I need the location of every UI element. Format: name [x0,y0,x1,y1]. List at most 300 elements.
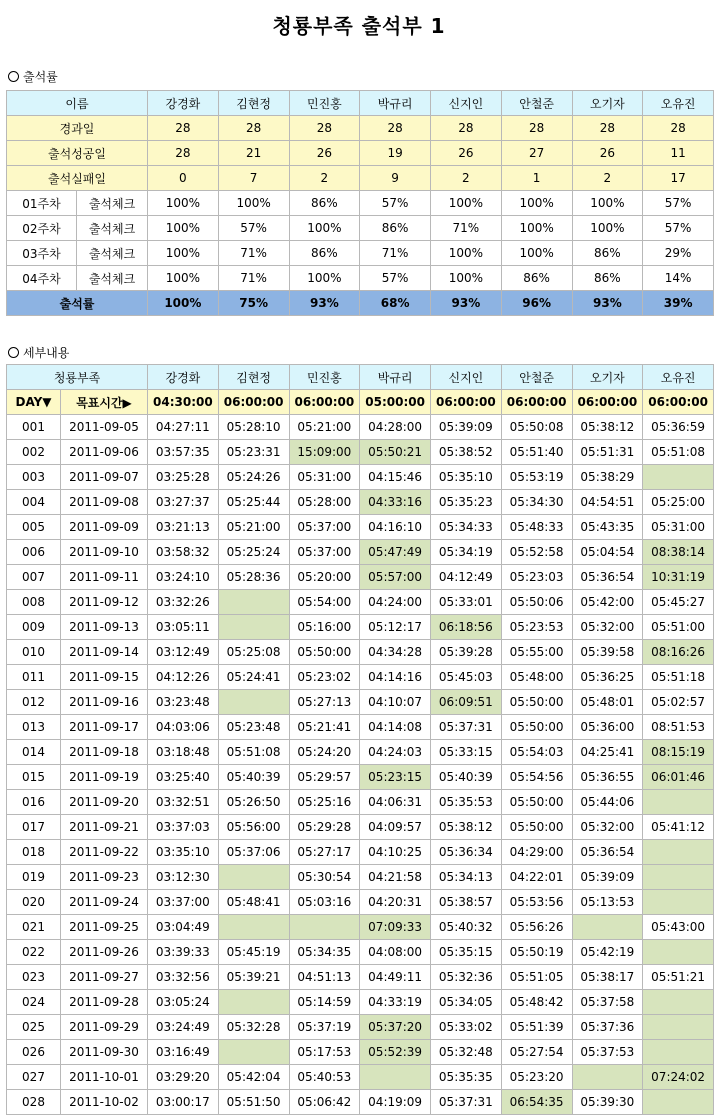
time-cell: 05:35:35 [431,1065,502,1090]
week-row [7,241,714,266]
day-number: 025 [7,1015,61,1040]
summary-label: 출석성공일 [7,141,148,166]
time-cell: 03:16:49 [148,1040,219,1065]
time-cell: 05:38:17 [572,965,643,990]
time-cell: 03:37:00 [148,890,219,915]
time-cell: 05:51:40 [501,440,572,465]
missed-time-cell: 05:52:39 [360,1040,431,1065]
attendance-heading-text: 출석률 [23,70,58,84]
time-cell: 03:12:30 [148,865,219,890]
time-cell: 05:28:36 [218,565,289,590]
time-cell: 05:23:31 [218,440,289,465]
time-cell: 04:34:28 [360,640,431,665]
week-rate: 71% [360,241,431,266]
day-number: 027 [7,1065,61,1090]
time-cell: 05:38:12 [572,415,643,440]
missed-time-cell [218,990,289,1015]
time-cell: 05:42:19 [572,940,643,965]
day-date: 2011-09-29 [61,1015,148,1040]
missed-time-cell: 06:09:51 [431,690,502,715]
time-cell: 05:24:26 [218,465,289,490]
member-name: 김현정 [218,91,289,116]
week-rate: 86% [501,266,572,291]
target-time: 05:00:00 [360,390,431,415]
time-cell: 05:23:02 [289,665,360,690]
time-cell: 05:36:59 [643,415,714,440]
missed-time-cell: 10:31:19 [643,565,714,590]
attendance-rate: 39% [643,291,714,316]
time-cell: 04:14:08 [360,715,431,740]
time-cell: 04:20:31 [360,890,431,915]
missed-time-cell [218,1040,289,1065]
time-cell: 05:42:00 [572,590,643,615]
time-cell: 05:37:31 [431,715,502,740]
circle-bullet-icon [8,71,19,82]
week-rate: 86% [289,191,360,216]
target-time: 06:00:00 [643,390,714,415]
time-cell: 05:02:57 [643,690,714,715]
time-cell: 05:39:30 [572,1090,643,1115]
time-cell: 04:54:51 [572,490,643,515]
time-cell: 04:22:01 [501,865,572,890]
time-cell: 05:23:48 [218,715,289,740]
time-cell: 05:54:56 [501,765,572,790]
time-cell: 05:51:18 [643,665,714,690]
day-number: 004 [7,490,61,515]
time-cell: 03:12:49 [148,640,219,665]
time-cell: 05:51:21 [643,965,714,990]
time-cell: 05:35:53 [431,790,502,815]
detail-section-heading [8,344,69,361]
time-cell: 04:33:19 [360,990,431,1015]
week-rate: 57% [360,191,431,216]
missed-time-cell [218,590,289,615]
time-cell: 05:37:36 [572,1015,643,1040]
missed-time-cell: 06:01:46 [643,765,714,790]
time-cell: 05:30:54 [289,865,360,890]
time-cell: 05:25:44 [218,490,289,515]
day-number: 028 [7,1090,61,1115]
time-cell: 04:08:00 [360,940,431,965]
time-cell: 05:53:56 [501,890,572,915]
summary-value: 28 [148,141,219,166]
target-time: 06:00:00 [572,390,643,415]
week-rate: 86% [572,241,643,266]
week-rate: 100% [431,191,502,216]
day-date: 2011-09-07 [61,465,148,490]
day-number: 010 [7,640,61,665]
page-title: 청룡부족 출석부 1 [272,14,446,38]
time-cell: 05:56:26 [501,915,572,940]
time-cell: 05:26:50 [218,790,289,815]
time-cell: 05:28:10 [218,415,289,440]
day-row [7,540,714,565]
day-header: DAY▼ [7,390,61,415]
time-cell: 04:10:25 [360,840,431,865]
missed-time-cell [643,1090,714,1115]
missed-time-cell [218,690,289,715]
time-cell: 05:38:12 [431,815,502,840]
time-cell: 05:35:23 [431,490,502,515]
member-name: 신지인 [431,91,502,116]
week-rate: 86% [572,266,643,291]
member-name: 오기자 [572,91,643,116]
day-number: 016 [7,790,61,815]
summary-value: 17 [643,166,714,191]
time-cell: 04:24:03 [360,740,431,765]
attendance-rate: 96% [501,291,572,316]
time-cell: 05:41:12 [643,815,714,840]
day-row [7,590,714,615]
time-cell: 03:05:24 [148,990,219,1015]
day-date: 2011-09-23 [61,865,148,890]
day-number: 018 [7,840,61,865]
time-cell: 04:15:46 [360,465,431,490]
day-number: 024 [7,990,61,1015]
time-cell: 05:27:13 [289,690,360,715]
missed-time-cell [643,940,714,965]
missed-time-cell [643,840,714,865]
time-cell: 04:21:58 [360,865,431,890]
time-cell: 05:32:36 [431,965,502,990]
time-cell: 05:24:20 [289,740,360,765]
day-row [7,1040,714,1065]
time-cell: 04:06:31 [360,790,431,815]
day-number: 020 [7,890,61,915]
day-date: 2011-09-15 [61,665,148,690]
day-date: 2011-09-21 [61,815,148,840]
circle-bullet-icon [8,347,19,358]
day-date: 2011-09-19 [61,765,148,790]
time-cell: 05:38:57 [431,890,502,915]
day-date: 2011-09-20 [61,790,148,815]
time-cell: 03:24:49 [148,1015,219,1040]
time-cell: 05:36:54 [572,840,643,865]
time-cell: 05:21:41 [289,715,360,740]
time-cell: 05:39:09 [572,865,643,890]
time-cell: 05:45:03 [431,665,502,690]
attendance-section-heading [8,68,58,85]
week-rate: 100% [501,241,572,266]
summary-row [7,141,714,166]
day-row [7,565,714,590]
week-check-label: 출석체크 [77,216,148,241]
time-cell: 05:52:58 [501,540,572,565]
time-cell: 05:23:53 [501,615,572,640]
time-cell: 05:12:17 [360,615,431,640]
missed-time-cell [289,915,360,940]
day-date: 2011-09-17 [61,715,148,740]
target-time-header: 목표시간▶ [61,390,148,415]
detail-table [6,364,714,1115]
week-rate: 71% [218,266,289,291]
time-cell: 05:50:00 [501,690,572,715]
time-cell: 05:04:54 [572,540,643,565]
time-cell: 04:27:11 [148,415,219,440]
target-row [7,390,714,415]
time-cell: 03:18:48 [148,740,219,765]
time-cell: 04:12:26 [148,665,219,690]
time-cell: 05:33:15 [431,740,502,765]
member-name: 안철준 [501,91,572,116]
header-row [7,91,714,116]
week-label: 02주차 [7,216,77,241]
summary-value: 7 [218,166,289,191]
time-cell: 05:39:58 [572,640,643,665]
summary-value: 2 [572,166,643,191]
week-rate: 71% [218,241,289,266]
day-row [7,1065,714,1090]
time-cell: 04:12:49 [431,565,502,590]
summary-value: 26 [572,141,643,166]
day-number: 022 [7,940,61,965]
time-cell: 03:05:11 [148,615,219,640]
time-cell: 04:24:00 [360,590,431,615]
time-cell: 04:09:57 [360,815,431,840]
time-cell: 05:23:20 [501,1065,572,1090]
day-number: 021 [7,915,61,940]
time-cell: 05:40:39 [218,765,289,790]
missed-time-cell [643,1040,714,1065]
time-cell: 03:35:10 [148,840,219,865]
missed-time-cell: 08:16:26 [643,640,714,665]
time-cell: 05:55:00 [501,640,572,665]
time-cell: 05:42:04 [218,1065,289,1090]
week-label: 03주차 [7,241,77,266]
time-cell: 05:32:48 [431,1040,502,1065]
target-time: 06:00:00 [289,390,360,415]
time-cell: 05:21:00 [218,515,289,540]
day-number: 001 [7,415,61,440]
week-rate: 100% [148,241,219,266]
time-cell: 05:51:08 [218,740,289,765]
time-cell: 05:36:25 [572,665,643,690]
summary-value: 28 [289,116,360,141]
week-rate: 100% [148,191,219,216]
day-number: 009 [7,615,61,640]
day-row [7,715,714,740]
missed-time-cell [218,615,289,640]
day-row [7,940,714,965]
time-cell: 05:27:17 [289,840,360,865]
missed-time-cell: 05:37:20 [360,1015,431,1040]
summary-value: 21 [218,141,289,166]
day-number: 005 [7,515,61,540]
week-check-label: 출석체크 [77,266,148,291]
time-cell: 05:40:53 [289,1065,360,1090]
time-cell: 03:24:10 [148,565,219,590]
day-row [7,765,714,790]
missed-time-cell [643,465,714,490]
summary-value: 28 [218,116,289,141]
day-row [7,640,714,665]
day-row [7,515,714,540]
time-cell: 05:34:05 [431,990,502,1015]
time-cell: 05:36:34 [431,840,502,865]
attendance-rate: 75% [218,291,289,316]
time-cell: 05:50:00 [501,715,572,740]
week-rate: 100% [289,266,360,291]
missed-time-cell: 04:33:16 [360,490,431,515]
time-cell: 04:03:06 [148,715,219,740]
time-cell: 04:49:11 [360,965,431,990]
time-cell: 05:33:02 [431,1015,502,1040]
time-cell: 05:51:08 [643,440,714,465]
time-cell: 05:50:19 [501,940,572,965]
missed-time-cell [643,990,714,1015]
member-name: 민진홍 [289,91,360,116]
time-cell: 03:25:40 [148,765,219,790]
time-cell: 05:37:31 [431,1090,502,1115]
day-number: 017 [7,815,61,840]
missed-time-cell: 15:09:00 [289,440,360,465]
time-cell: 05:37:19 [289,1015,360,1040]
summary-value: 19 [360,141,431,166]
day-number: 019 [7,865,61,890]
time-cell: 05:16:00 [289,615,360,640]
time-cell: 05:34:13 [431,865,502,890]
day-date: 2011-10-01 [61,1065,148,1090]
time-cell: 05:43:35 [572,515,643,540]
time-cell: 05:45:19 [218,940,289,965]
summary-value: 28 [643,116,714,141]
day-row [7,790,714,815]
time-cell: 05:32:28 [218,1015,289,1040]
group-header: 청룡부족 [7,365,148,390]
member-name: 민진홍 [289,365,360,390]
summary-row [7,166,714,191]
time-cell: 05:20:00 [289,565,360,590]
missed-time-cell: 05:23:15 [360,765,431,790]
week-rate: 14% [643,266,714,291]
detail-header-row [7,365,714,390]
missed-time-cell: 07:24:02 [643,1065,714,1090]
day-row [7,865,714,890]
day-date: 2011-09-05 [61,415,148,440]
time-cell: 05:54:03 [501,740,572,765]
week-rate: 57% [218,216,289,241]
day-row [7,690,714,715]
time-cell: 03:32:51 [148,790,219,815]
summary-value: 28 [501,116,572,141]
day-date: 2011-09-24 [61,890,148,915]
member-name: 강경화 [148,91,219,116]
time-cell: 04:14:16 [360,665,431,690]
member-name: 박규리 [360,365,431,390]
time-cell: 03:00:17 [148,1090,219,1115]
time-cell: 03:21:13 [148,515,219,540]
day-date: 2011-09-14 [61,640,148,665]
time-cell: 05:35:15 [431,940,502,965]
time-cell: 03:58:32 [148,540,219,565]
rate-label: 출석률 [7,291,148,316]
week-rate: 100% [572,216,643,241]
day-row [7,1015,714,1040]
time-cell: 05:37:58 [572,990,643,1015]
time-cell: 04:51:13 [289,965,360,990]
summary-value: 28 [431,116,502,141]
day-number: 013 [7,715,61,740]
time-cell: 05:50:00 [289,640,360,665]
day-date: 2011-09-16 [61,690,148,715]
member-name: 신지인 [431,365,502,390]
time-cell: 05:25:00 [643,490,714,515]
day-number: 026 [7,1040,61,1065]
member-name: 박규리 [360,91,431,116]
attendance-rate: 93% [572,291,643,316]
time-cell: 05:48:00 [501,665,572,690]
day-row [7,490,714,515]
time-cell: 05:24:41 [218,665,289,690]
missed-time-cell [643,865,714,890]
summary-value: 28 [572,116,643,141]
day-number: 015 [7,765,61,790]
week-rate: 86% [289,241,360,266]
summary-label: 경과일 [7,116,148,141]
week-rate: 100% [148,216,219,241]
day-date: 2011-09-11 [61,565,148,590]
time-cell: 05:56:00 [218,815,289,840]
target-time: 06:00:00 [501,390,572,415]
target-time: 04:30:00 [148,390,219,415]
week-rate: 71% [431,216,502,241]
missed-time-cell [572,1065,643,1090]
time-cell: 05:48:01 [572,690,643,715]
day-date: 2011-09-12 [61,590,148,615]
time-cell: 05:13:53 [572,890,643,915]
day-date: 2011-09-08 [61,490,148,515]
day-row [7,840,714,865]
missed-time-cell: 07:09:33 [360,915,431,940]
time-cell: 05:39:28 [431,640,502,665]
attendance-rate: 100% [148,291,219,316]
week-row [7,191,714,216]
week-rate: 100% [572,191,643,216]
time-cell: 05:06:42 [289,1090,360,1115]
time-cell: 05:37:53 [572,1040,643,1065]
day-number: 007 [7,565,61,590]
time-cell: 05:38:29 [572,465,643,490]
week-check-label: 출석체크 [77,191,148,216]
time-cell: 04:28:00 [360,415,431,440]
time-cell: 05:34:30 [501,490,572,515]
missed-time-cell: 05:57:00 [360,565,431,590]
time-cell: 05:43:00 [643,915,714,940]
summary-value: 9 [360,166,431,191]
name-header: 이름 [7,91,148,116]
week-rate: 57% [360,266,431,291]
day-row [7,890,714,915]
time-cell: 04:10:07 [360,690,431,715]
day-date: 2011-09-30 [61,1040,148,1065]
rate-row [7,291,714,316]
day-row [7,915,714,940]
time-cell: 05:37:00 [289,515,360,540]
time-cell: 05:48:42 [501,990,572,1015]
member-name: 김현정 [218,365,289,390]
summary-value: 11 [643,141,714,166]
time-cell: 05:50:00 [501,790,572,815]
day-date: 2011-09-27 [61,965,148,990]
time-cell: 05:21:00 [289,415,360,440]
time-cell: 05:35:10 [431,465,502,490]
time-cell: 05:51:00 [643,615,714,640]
day-date: 2011-10-02 [61,1090,148,1115]
week-rate: 100% [289,216,360,241]
time-cell: 05:17:53 [289,1040,360,1065]
time-cell: 05:39:21 [218,965,289,990]
time-cell: 05:28:00 [289,490,360,515]
